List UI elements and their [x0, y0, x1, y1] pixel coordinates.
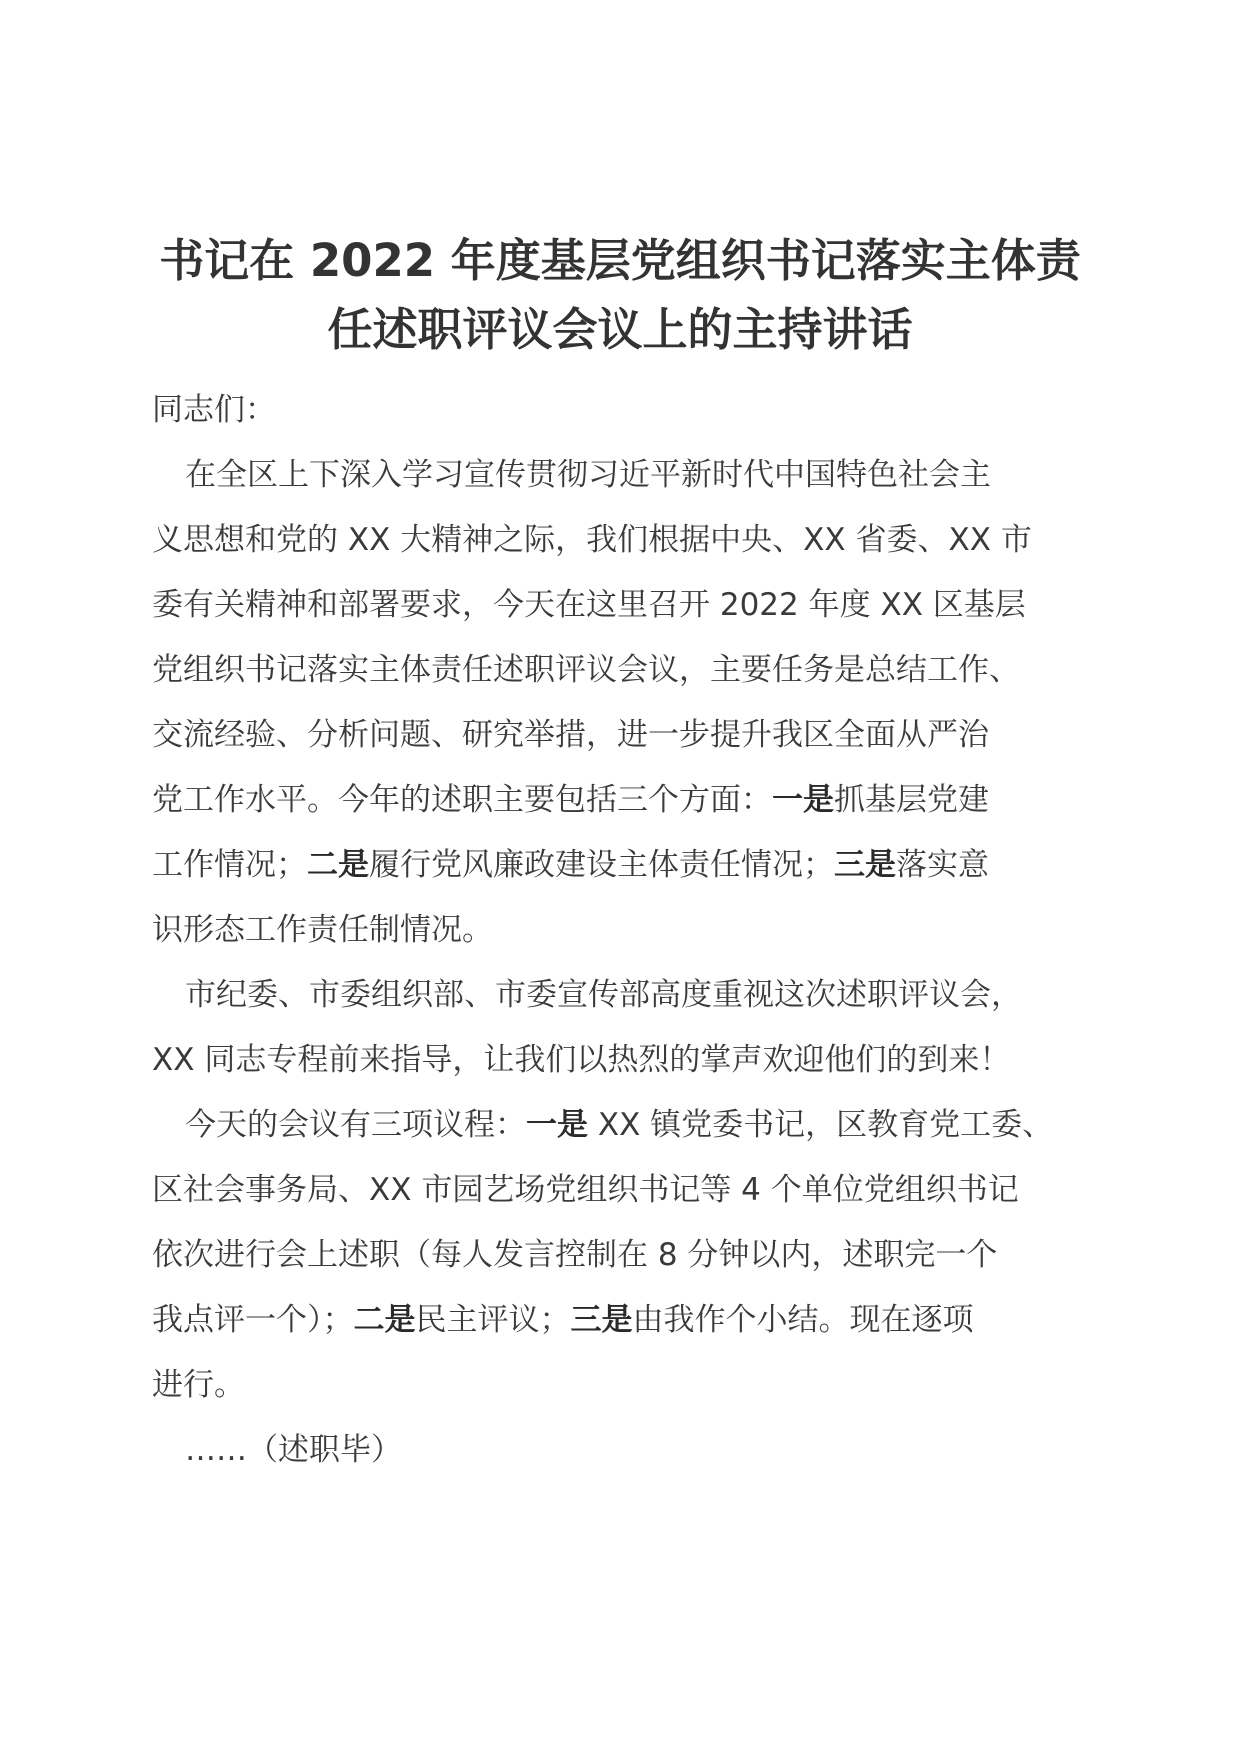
paragraph-line: 委有关精神和部署要求，今天在这里召开 2022 年度 XX 区基层	[152, 587, 1026, 623]
text-segment: 由我作个小结。现在逐项	[632, 1302, 974, 1338]
salutation: 同志们：	[152, 392, 276, 428]
title-line-1: 书记在 2022 年度基层党组织书记落实主体责	[159, 234, 1081, 287]
paragraph-line: 交流经验、分析问题、研究举措，进一步提升我区全面从严治	[152, 717, 989, 753]
paragraph-line: 义思想和党的 XX 大精神之际，我们根据中央、XX 省委、XX 市	[152, 522, 1032, 558]
bold-marker: 一是	[772, 782, 834, 818]
paragraph-line: 在全区上下深入学习宣传贯彻习近平新时代中国特色社会主	[185, 457, 991, 493]
text-segment: 落实意	[896, 847, 989, 883]
bold-marker: 三是	[570, 1302, 633, 1338]
paragraph-line	[152, 1093, 1092, 1158]
text-segment: 今天的会议有三项议程：	[185, 1107, 526, 1143]
paragraph-line: ……（述职毕）	[185, 1432, 402, 1468]
bold-marker: 二是	[307, 847, 369, 883]
paragraph-line	[152, 833, 1092, 898]
bold-marker: 三是	[834, 847, 896, 883]
title-line-2: 任述职评议会议上的主持讲话	[327, 303, 913, 356]
paragraph-line: 依次进行会上述职（每人发言控制在 8 分钟以内，述职完一个	[152, 1237, 998, 1273]
document-title	[150, 226, 1090, 364]
paragraph-line: 市纪委、市委组织部、市委宣传部高度重视这次述职评议会，	[185, 977, 1022, 1013]
text-segment: 民主评议；	[415, 1302, 571, 1338]
text-segment: 履行党风廉政建设主体责任情况；	[369, 847, 834, 883]
paragraph-line: 区社会事务局、XX 市园艺场党组织书记等 4 个单位党组织书记	[152, 1172, 1019, 1208]
text-segment: 我点评一个）；	[152, 1302, 354, 1338]
paragraph-4	[152, 1418, 1092, 1483]
text-segment: XX 镇党委书记，区教育党工委、	[588, 1107, 1054, 1143]
bold-marker: 二是	[353, 1302, 416, 1338]
paragraph-line: 识形态工作责任制情况。	[152, 912, 493, 948]
paragraph-3	[152, 1093, 1092, 1418]
paragraph-1	[152, 443, 1092, 963]
bold-marker: 一是	[526, 1107, 588, 1143]
paragraph-line	[152, 1288, 1092, 1353]
paragraph-line	[152, 768, 1092, 833]
paragraph-2	[152, 963, 1092, 1093]
text-segment: 党工作水平。今年的述职主要包括三个方面：	[152, 782, 772, 818]
paragraph-line: 党组织书记落实主体责任述职评议会议，主要任务是总结工作、	[152, 652, 1020, 688]
text-segment: 工作情况；	[152, 847, 307, 883]
paragraph-line: XX 同志专程前来指导，让我们以热烈的掌声欢迎他们的到来！	[152, 1042, 1011, 1078]
text-segment: 抓基层党建	[834, 782, 989, 818]
paragraph-line: 进行。	[152, 1367, 245, 1403]
document-body	[152, 378, 1092, 1483]
